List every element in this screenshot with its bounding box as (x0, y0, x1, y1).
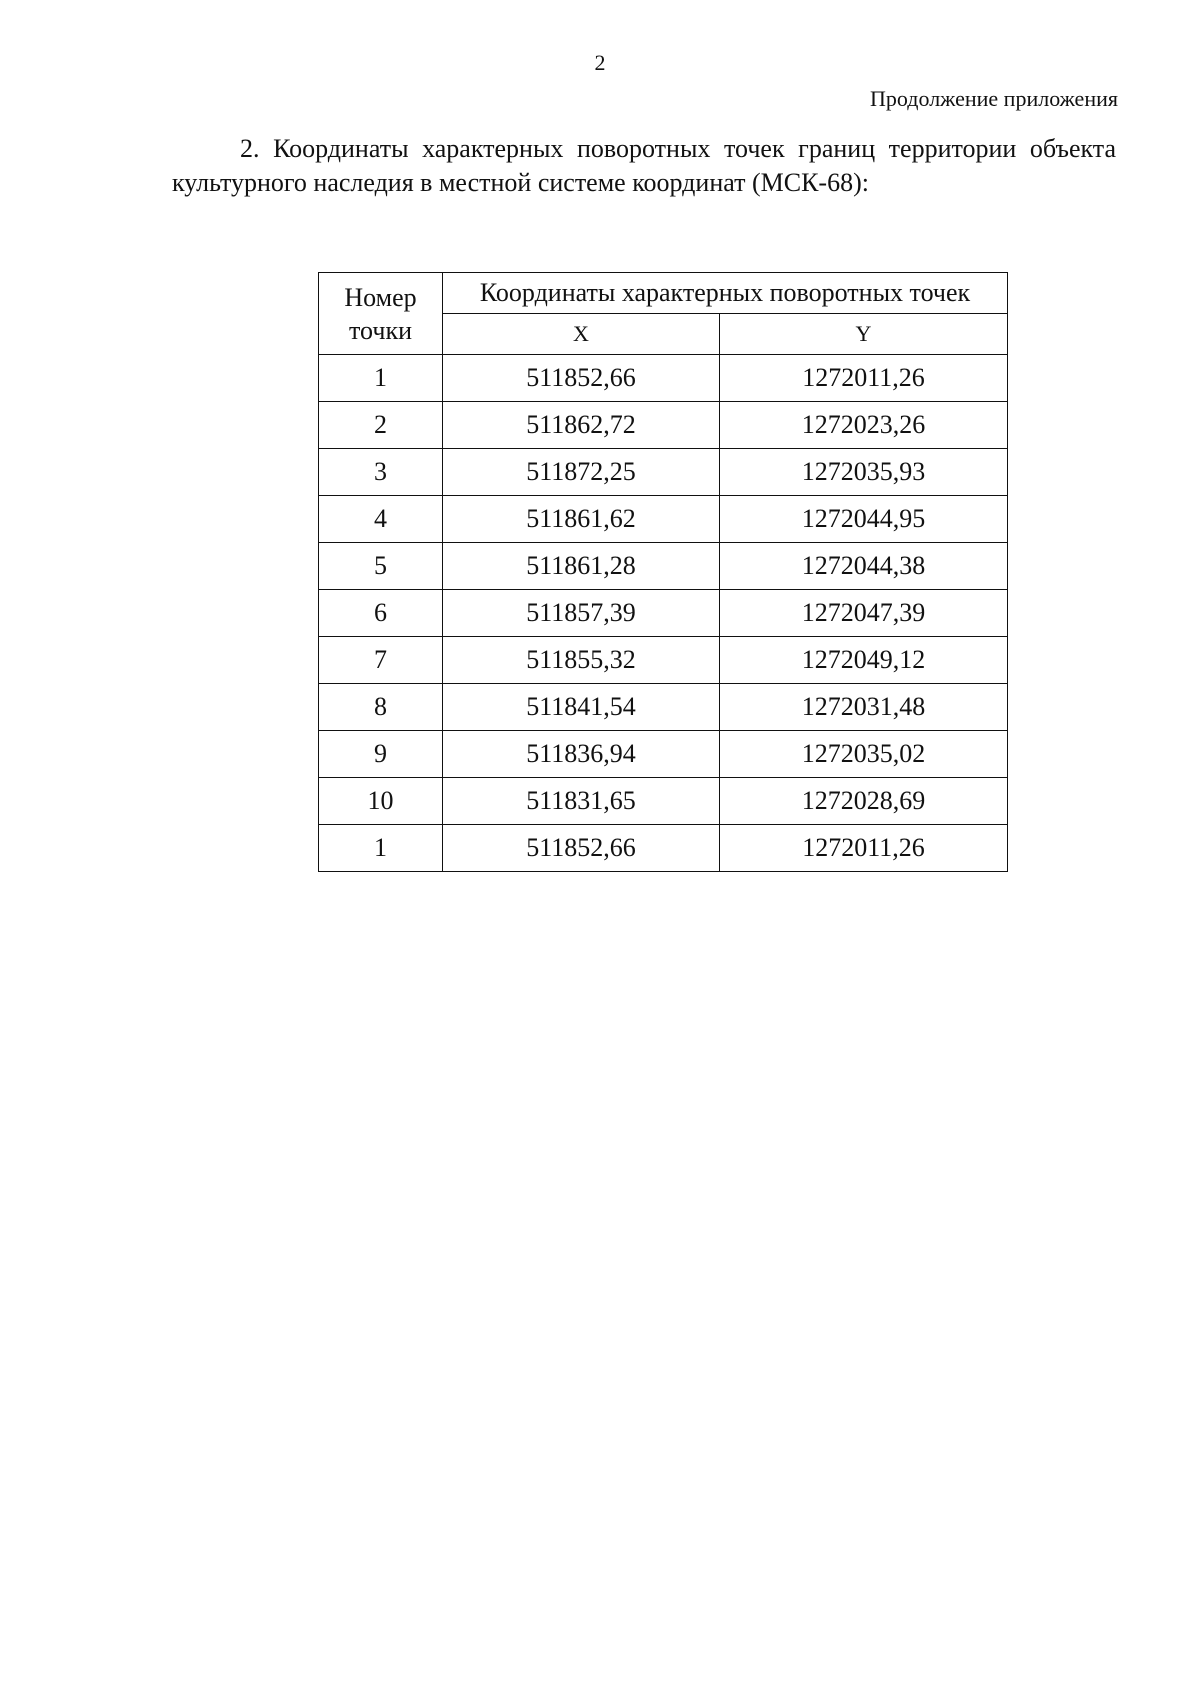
y-coordinate-cell: 1272044,95 (720, 496, 1008, 543)
table-row (319, 731, 1008, 778)
y-coordinate-cell: 1272031,48 (720, 684, 1008, 731)
point-number-cell: 7 (319, 637, 443, 684)
x-coordinate-cell: 511831,65 (443, 778, 720, 825)
table-row (319, 590, 1008, 637)
x-coordinate-cell: 511841,54 (443, 684, 720, 731)
x-coordinate-cell: 511857,39 (443, 590, 720, 637)
table-row (319, 496, 1008, 543)
y-coordinate-cell: 1272035,02 (720, 731, 1008, 778)
table-row (319, 637, 1008, 684)
x-coordinate-cell: 511855,32 (443, 637, 720, 684)
point-number-cell: 8 (319, 684, 443, 731)
point-number-cell: 9 (319, 731, 443, 778)
point-number-cell: 2 (319, 402, 443, 449)
coordinates-table (318, 272, 1008, 872)
x-coordinate-cell: 511861,62 (443, 496, 720, 543)
y-coordinate-cell: 1272049,12 (720, 637, 1008, 684)
y-coordinate-cell: 1272011,26 (720, 825, 1008, 872)
table-row (319, 825, 1008, 872)
point-number-cell: 10 (319, 778, 443, 825)
page-number: 2 (594, 50, 606, 75)
point-number-cell: 1 (319, 825, 443, 872)
point-number-header: Номер точки (319, 273, 443, 355)
table-row (319, 684, 1008, 731)
table-row (319, 355, 1008, 402)
y-coordinate-cell: 1272035,93 (720, 449, 1008, 496)
coordinates-header: Координаты характерных поворотных точек (443, 273, 1008, 314)
point-number-cell: 5 (319, 543, 443, 590)
table-row (319, 449, 1008, 496)
y-coordinate-cell: 1272028,69 (720, 778, 1008, 825)
table-row (319, 543, 1008, 590)
point-number-cell: 3 (319, 449, 443, 496)
point-number-cell: 1 (319, 355, 443, 402)
section-paragraph: 2. Координаты характерных поворотных точек границ территории объекта культурного наследия в местной системе координат (МСК-68): (172, 134, 1116, 197)
y-coordinate-cell: 1272044,38 (720, 543, 1008, 590)
y-coordinate-cell: 1272011,26 (720, 355, 1008, 402)
y-column-header: Y (720, 314, 1008, 355)
x-coordinate-cell: 511852,66 (443, 825, 720, 872)
x-column-header: X (443, 314, 720, 355)
table-row (319, 402, 1008, 449)
x-coordinate-cell: 511836,94 (443, 731, 720, 778)
table-row (319, 778, 1008, 825)
continuation-label: Продолжение приложения (870, 86, 1118, 111)
point-number-cell: 6 (319, 590, 443, 637)
x-coordinate-cell: 511852,66 (443, 355, 720, 402)
y-coordinate-cell: 1272047,39 (720, 590, 1008, 637)
x-coordinate-cell: 511872,25 (443, 449, 720, 496)
point-number-cell: 4 (319, 496, 443, 543)
x-coordinate-cell: 511862,72 (443, 402, 720, 449)
x-coordinate-cell: 511861,28 (443, 543, 720, 590)
y-coordinate-cell: 1272023,26 (720, 402, 1008, 449)
